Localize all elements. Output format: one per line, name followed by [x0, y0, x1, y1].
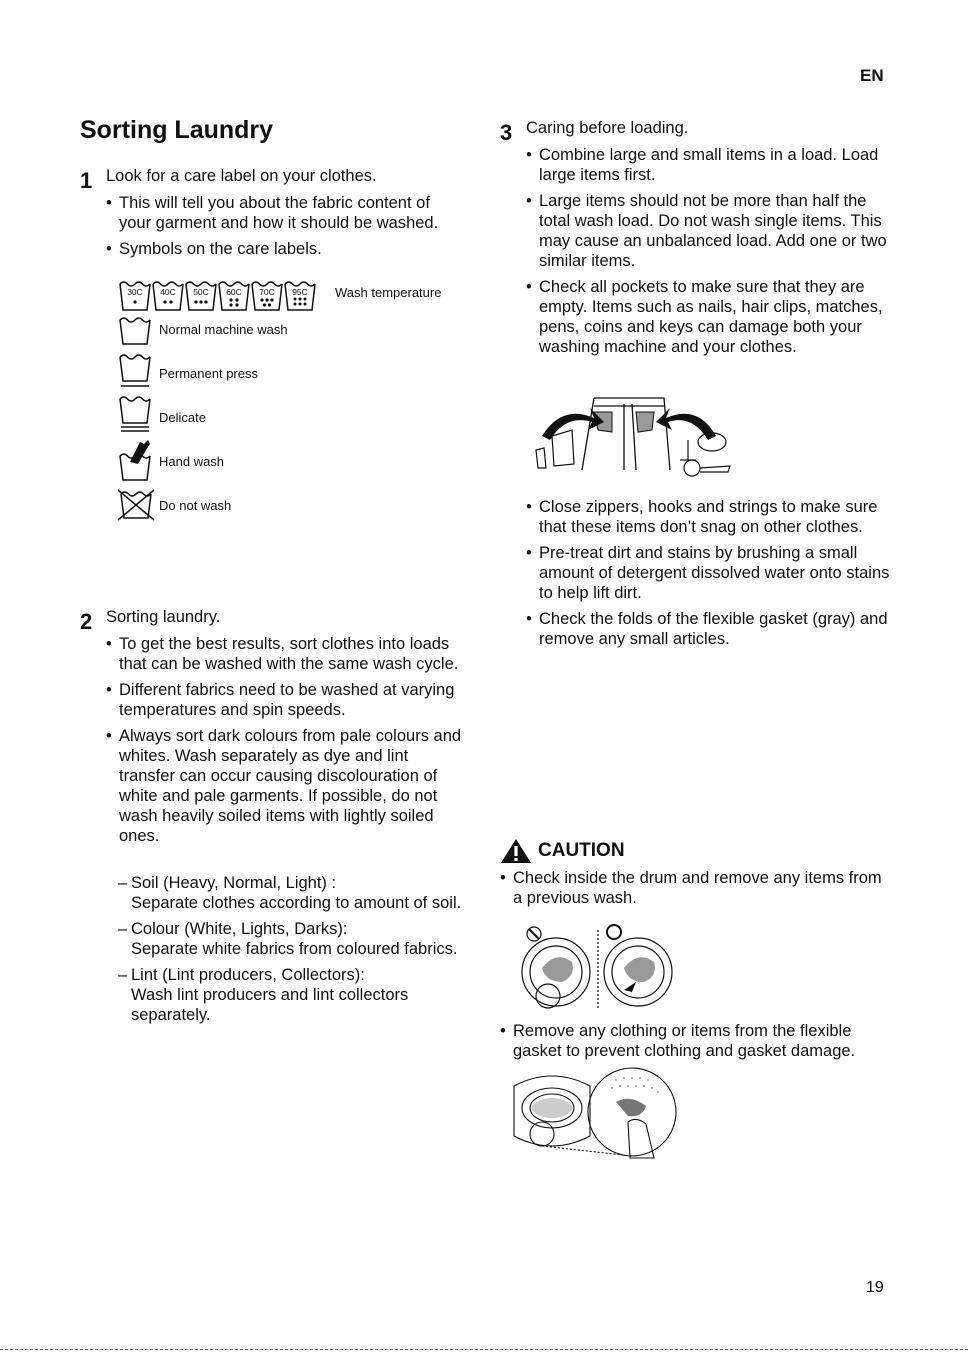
caution-title: CAUTION: [538, 840, 625, 861]
list-item: [118, 873, 463, 913]
sub-label: – Soil (Heavy, Normal, Light) :: [131, 874, 337, 892]
caution-bullets-b: [500, 1021, 890, 1067]
step-3-title: Caring before loading.: [526, 119, 689, 137]
temp-30: 30C: [127, 287, 143, 297]
step-1-bullets: [106, 193, 466, 265]
list-item: • Pre-treat dirt and stains by brushing a small amount of detergent dissolved water onto stains to help lift dirt.: [526, 543, 890, 603]
warning-triangle-icon: [500, 838, 532, 864]
step-2-sublist: [118, 873, 463, 1031]
sub-text: Wash lint producers and lint collectors separately.: [131, 986, 409, 1024]
bottom-dashed-line: [0, 1349, 968, 1350]
normal-wash-label: Normal machine wash: [159, 322, 288, 337]
wash-temperature-label: Wash temperature: [335, 285, 442, 300]
step-2-bullets: [106, 634, 468, 852]
sub-label: – Colour (White, Lights, Darks):: [131, 920, 348, 938]
page-number: 19: [866, 1279, 884, 1296]
list-item: [118, 965, 463, 1025]
wash-temperature-icons: [118, 280, 318, 314]
list-item: • Close zippers, hooks and strings to make sure that these items don’t snag on other clothes.: [526, 497, 890, 537]
temp-60: 60C: [226, 287, 242, 297]
language-code: EN: [860, 66, 884, 85]
sub-text: Separate clothes according to amount of soil.: [131, 894, 462, 912]
list-item: • Remove any clothing or items from the flexible gasket to prevent clothing and gasket damage.: [500, 1021, 890, 1061]
temp-70: 70C: [259, 287, 275, 297]
caution-bullets-a: [500, 868, 890, 914]
permanent-press-icon: [118, 353, 152, 389]
hand-wash-label: Hand wash: [159, 454, 225, 469]
delicate-icon: [118, 395, 152, 433]
list-item: • Different fabrics need to be washed at varying temperatures and spin speeds.: [106, 680, 468, 720]
list-item: • Check inside the drum and remove any items from a previous wash.: [500, 868, 890, 908]
sub-text: Separate white fabrics from coloured fabrics.: [131, 940, 458, 958]
step-3-number: 3: [500, 120, 513, 145]
drum-check-illustration: [514, 920, 680, 1012]
temp-40: 40C: [160, 287, 176, 297]
step-3-bullets-b: [526, 497, 890, 655]
step-2-title: Sorting laundry.: [106, 608, 221, 626]
step-2-number: 2: [80, 609, 93, 634]
delicate-label: Delicate: [159, 410, 206, 425]
list-item: • Check all pockets to make sure that they are empty. Items such as nails, hair clips, matches, pens, coins and keys can damage both your washing machine and your clothes.: [526, 277, 890, 357]
gasket-check-illustration: [512, 1066, 682, 1160]
list-item: • Symbols on the care labels.: [106, 239, 466, 259]
empty-pockets-illustration: [532, 392, 732, 484]
step-1-title: Look for a care label on your clothes.: [106, 167, 377, 185]
page-title: Sorting Laundry: [80, 116, 274, 144]
step-3-bullets-a: [526, 145, 890, 363]
list-item: • This will tell you about the fabric content of your garment and how it should be washed.: [106, 193, 466, 233]
temp-95: 95C: [292, 287, 308, 297]
step-1-number: 1: [80, 168, 93, 193]
list-item: • Combine large and small items in a load. Load large items first.: [526, 145, 890, 185]
do-not-wash-label: Do not wash: [159, 498, 232, 513]
list-item: [118, 919, 463, 959]
normal-wash-icon: [118, 316, 152, 346]
hand-wash-icon: [118, 438, 152, 482]
do-not-wash-icon: [116, 488, 156, 522]
sub-label: – Lint (Lint producers, Collectors):: [131, 966, 365, 984]
list-item: • Check the folds of the flexible gasket (gray) and remove any small articles.: [526, 609, 890, 649]
list-item: • Large items should not be more than half the total wash load. Do not wash single items. This may cause an unbalanced load. Add one or two similar items.: [526, 191, 890, 271]
temp-50: 50C: [193, 287, 209, 297]
caution-heading: [500, 838, 625, 864]
permanent-press-label: Permanent press: [159, 366, 258, 381]
list-item: • Always sort dark colours from pale colours and whites. Wash separately as dye and lint transfer can occur causing discolouration of white and pale garments. If possible, do not wash heavily soiled items with lightly soiled ones.: [106, 726, 468, 846]
list-item: • To get the best results, sort clothes into loads that can be washed with the same wash cycle.: [106, 634, 468, 674]
